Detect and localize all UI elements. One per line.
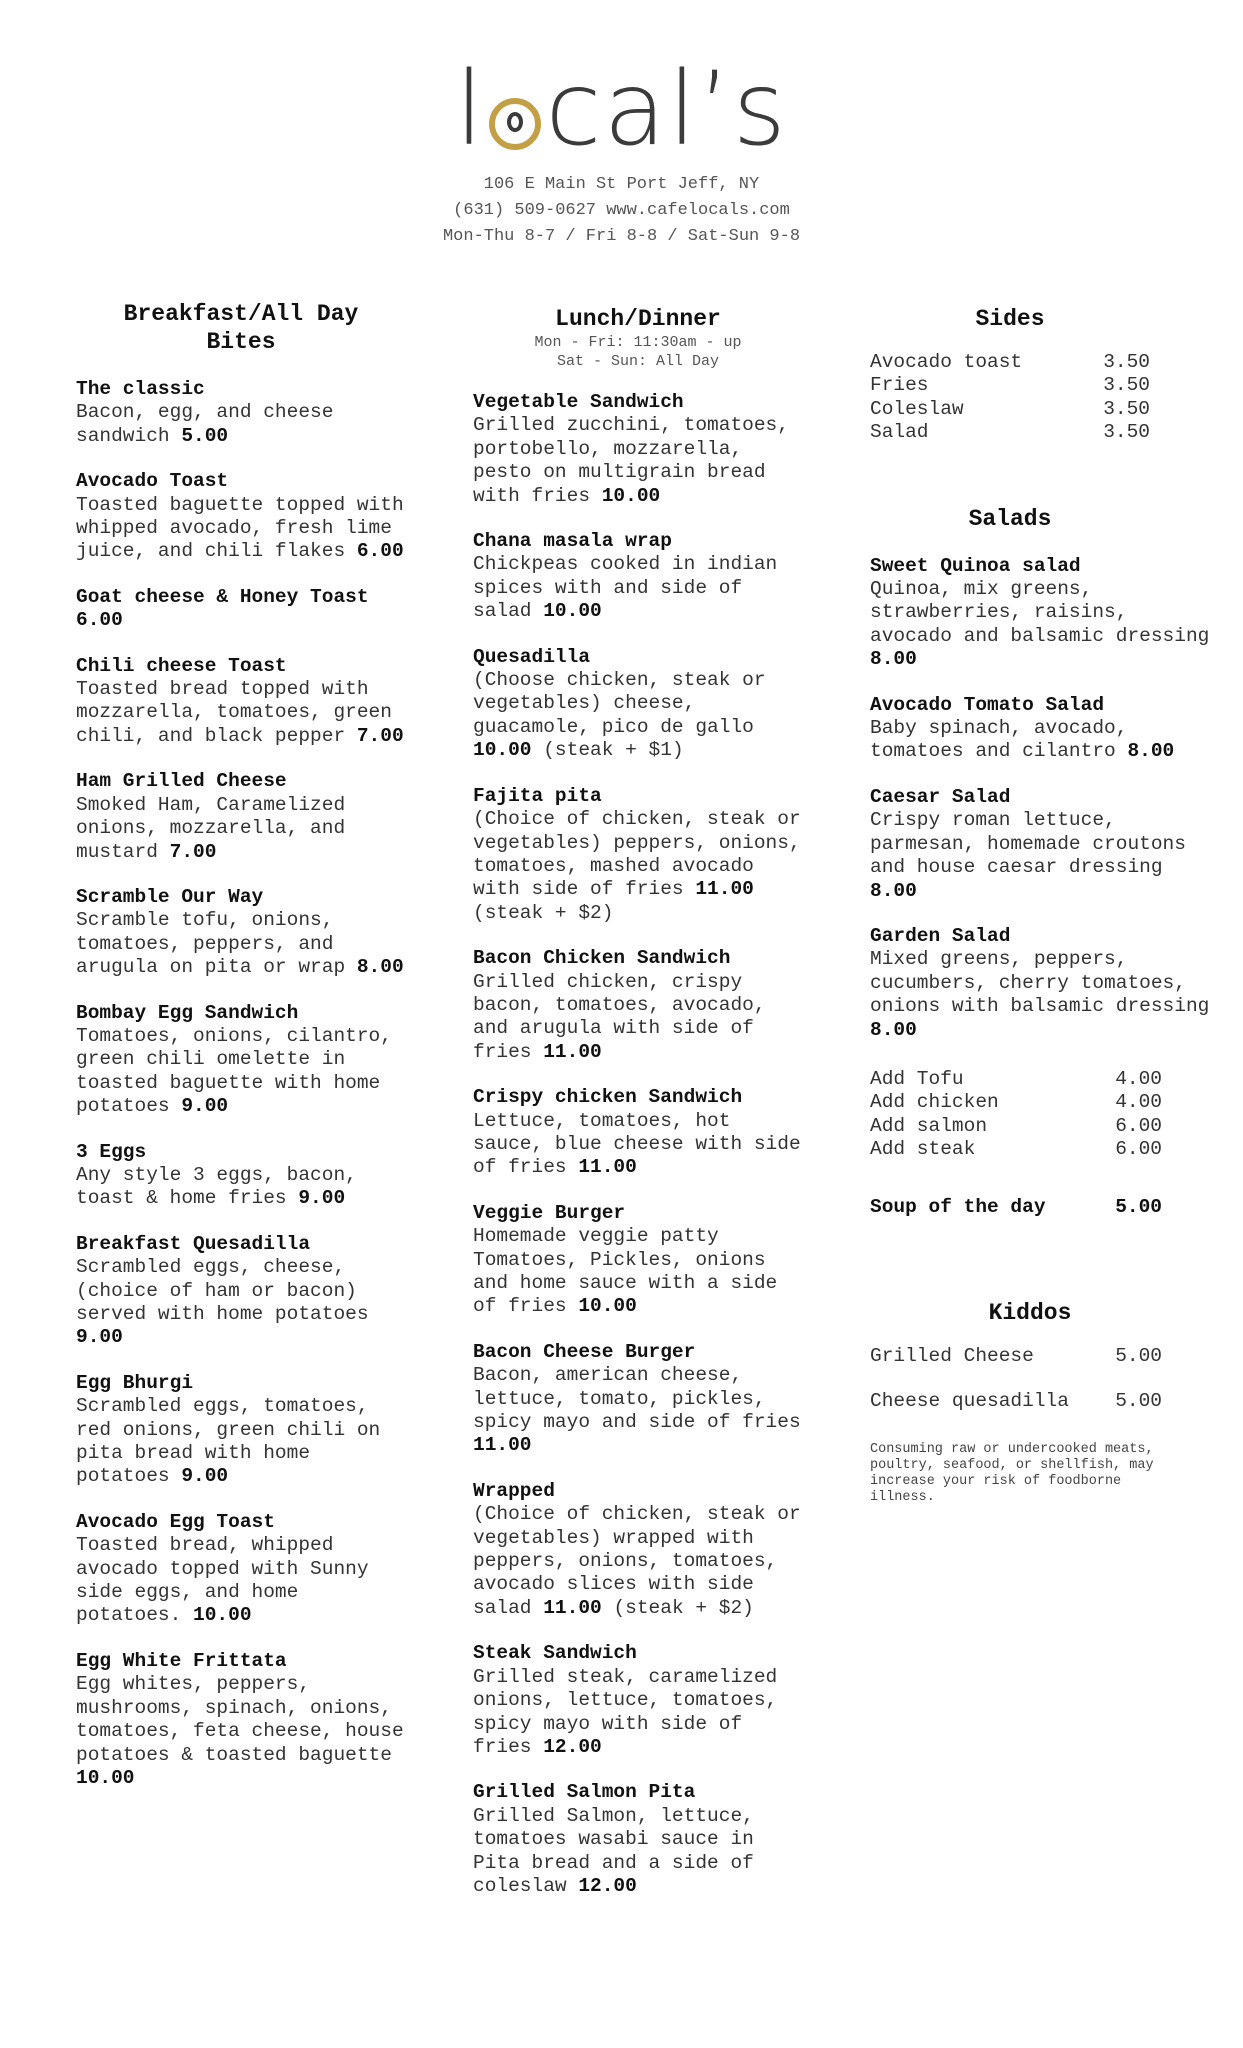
menu-item: [870, 555, 1210, 672]
item-price: 3.50: [1103, 421, 1150, 444]
item-name: Goat cheese & Honey Toast: [76, 585, 369, 608]
side-row: [870, 421, 1150, 444]
item-name: Avocado Tomato Salad: [870, 693, 1105, 716]
item-price: 8.00: [870, 648, 917, 671]
item-price: 5.00: [181, 424, 229, 447]
menu-item: [473, 391, 803, 508]
menu-item: [76, 378, 406, 448]
item-name: The classic: [76, 378, 205, 400]
item-name: Bombay Egg Sandwich: [76, 1001, 299, 1024]
menu-item: [870, 925, 1210, 1042]
item-price: 9.00: [76, 1326, 123, 1349]
kiddos-list: [870, 1345, 1162, 1414]
item-name: Coleslaw: [870, 397, 964, 420]
salads-section: [870, 505, 1210, 1219]
logo: [0, 50, 1243, 170]
item-name: Caesar Salad: [870, 785, 1011, 808]
item-price: 11.00: [543, 1040, 602, 1063]
item-price: 11.00: [473, 1434, 532, 1457]
item-name: Steak Sandwich: [473, 1642, 637, 1665]
item-name: Quesadilla: [473, 645, 591, 668]
item-name: Grilled Cheese: [870, 1344, 1034, 1367]
item-price: 3.50: [1103, 374, 1150, 397]
section-hours-weekend: Sat - Sun: All Day: [556, 353, 720, 370]
menu-item: [473, 1086, 803, 1180]
item-description: Scramble tofu, onions, tomatoes, peppers, and arugula on pita or wrap: [76, 909, 346, 979]
item-price: 4.00: [1115, 1091, 1162, 1114]
item-extra-charge: (steak + $2): [473, 901, 614, 924]
item-description: (Choose chicken, steak or vegetables) cheese, guacamole, pico de gallo: [473, 669, 766, 738]
contact: (631) 509-0627 www.cafelocals.com: [453, 201, 790, 220]
item-description: Toasted bread topped with mozzarella, tomatoes, green chili, and black pepper: [76, 678, 392, 747]
menu-item: [76, 770, 406, 864]
menu-item: [473, 947, 803, 1064]
logo-text-end: cal’s: [545, 50, 788, 169]
kiddo-row: [870, 1390, 1162, 1413]
item-description: Lettuce, tomatoes, hot sauce, blue cheese with side of fries: [473, 1109, 801, 1179]
item-price: 10.00: [193, 1604, 252, 1627]
item-description: Egg whites, peppers, mushrooms, spinach, onions, tomatoes, feta cheese, house potatoes & toasted baguette: [76, 1673, 404, 1766]
item-description: Homemade veggie patty Tomatoes, Pickles, onions and home sauce with a side of fries: [473, 1225, 778, 1318]
right-column: [870, 305, 1210, 1506]
item-price: 5.00: [1115, 1344, 1162, 1367]
menu-item: [76, 1650, 406, 1790]
item-extra-charge: (steak + $1): [543, 739, 684, 762]
item-description: Toasted bread, whipped avocado topped with Sunny side eggs, and home potatoes.: [76, 1534, 369, 1627]
item-name: Scramble Our Way: [76, 885, 264, 908]
item-price: 9.00: [181, 1465, 229, 1488]
menu-item: [76, 470, 406, 564]
item-description: (Choice of chicken, steak or vegetables) wrapped with peppers, onions, tomatoes, avocado slices with side salad: [473, 1503, 801, 1619]
item-price: 8.00: [870, 879, 917, 902]
item-name: Veggie Burger: [473, 1201, 626, 1224]
item-description: Mixed greens, peppers, cucumbers, cherry tomatoes, onions with balsamic dressing: [870, 948, 1210, 1018]
item-name: Crispy chicken Sandwich: [473, 1086, 743, 1109]
item-price: 4.00: [1115, 1067, 1162, 1090]
item-price: 10.00: [543, 600, 602, 623]
item-price: 9.00: [181, 1095, 229, 1118]
section-hours-weekday: Mon - Fri: 11:30am - up: [534, 334, 742, 351]
item-price: 3.50: [1103, 397, 1150, 420]
menu-item: [473, 1341, 803, 1458]
item-name: Bacon Cheese Burger: [473, 1340, 696, 1363]
item-name: Add salmon: [870, 1114, 988, 1137]
item-description: Smoked Ham, Caramelized onions, mozzarella, and mustard: [76, 793, 346, 863]
address: 106 E Main St Port Jeff, NY: [483, 175, 760, 194]
item-description: Tomatoes, onions, cilantro, green chili omelette in toasted baguette with home potatoes: [76, 1024, 392, 1118]
item-name: Grilled Salmon Pita: [473, 1781, 696, 1804]
item-price: 7.00: [356, 724, 404, 747]
section-title: Lunch/Dinner: [555, 306, 721, 332]
item-price: 6.00: [76, 609, 123, 632]
menu-item: [76, 886, 406, 980]
item-name: Garden Salad: [870, 924, 1011, 947]
item-description: Crispy roman lettuce, parmesan, homemade croutons and house caesar dressing: [870, 809, 1186, 879]
item-price: 6.00: [1115, 1114, 1162, 1137]
salad-items: [870, 555, 1210, 1042]
item-price: 11.00: [695, 878, 754, 901]
sides-section: [870, 305, 1150, 445]
item-price: 3.50: [1103, 351, 1150, 373]
item-name: Salad: [870, 421, 929, 444]
item-description: Toasted baguette topped with whipped avocado, fresh lime juice, and chili flakes: [76, 493, 404, 563]
menu-item: [870, 694, 1210, 764]
lunch-items: [473, 391, 803, 1898]
item-name: Breakfast Quesadilla: [76, 1232, 311, 1255]
item-name: Cheese quesadilla: [870, 1390, 1069, 1413]
menu-item: [76, 655, 406, 749]
menu-item: [76, 1002, 406, 1119]
menu-item: [473, 1202, 803, 1319]
item-price: 9.00: [298, 1187, 346, 1210]
item-name: Fajita pita: [473, 784, 602, 807]
menu-item: [473, 530, 803, 624]
item-name: Wrapped: [473, 1479, 555, 1502]
item-name: Add chicken: [870, 1091, 999, 1114]
item-price: 12.00: [543, 1735, 602, 1758]
soup-name: Soup of the day: [870, 1195, 1046, 1218]
item-name: Avocado toast: [870, 351, 1023, 373]
item-name: Egg White Frittata: [76, 1649, 287, 1672]
lunch-section: [473, 305, 803, 1898]
addon-list: [870, 1068, 1162, 1162]
item-price: 6.00: [1115, 1138, 1162, 1161]
item-name: Add Tofu: [870, 1067, 964, 1090]
item-price: 11.00: [543, 1596, 602, 1619]
hours: Mon-Thu 8-7 / Fri 8-8 / Sat-Sun 9-8: [442, 227, 801, 246]
section-title: Kiddos: [988, 1299, 1072, 1326]
item-description: Chickpeas cooked in indian spices with and side of salad: [473, 553, 778, 623]
item-name: 3 Eggs: [76, 1140, 147, 1163]
menu-item: [473, 1642, 803, 1759]
item-price: 6.00: [356, 540, 404, 563]
food-safety-note: Consuming raw or undercooked meats, poultry, seafood, or shellfish, may increase your risk of foodborne illness.: [870, 1441, 1154, 1505]
item-price: 5.00: [1115, 1390, 1162, 1413]
item-description: Grilled steak, caramelized onions, lettuce, tomatoes, spicy mayo with side of fries: [473, 1665, 778, 1758]
side-row: [870, 398, 1150, 421]
kiddo-row: [870, 1345, 1162, 1368]
item-description: (Choice of chicken, steak or vegetables) peppers, onions, tomatoes, mashed avocado with side of fries: [473, 808, 801, 901]
item-price: 8.00: [1127, 740, 1175, 763]
side-row: [870, 374, 1150, 397]
item-price: 8.00: [356, 956, 404, 979]
menu-item: [76, 586, 406, 633]
item-description: Scrambled eggs, tomatoes, red onions, green chili on pita bread with home potatoes: [76, 1395, 381, 1488]
item-description: Grilled chicken, crispy bacon, tomatoes, avocado, and arugula with side of fries: [473, 970, 766, 1063]
soup-price: 5.00: [1115, 1195, 1162, 1218]
item-name: Vegetable Sandwich: [473, 391, 684, 413]
item-price: 10.00: [76, 1766, 135, 1789]
addon-row: [870, 1068, 1162, 1091]
item-price: 10.00: [473, 739, 532, 762]
sides-list: [870, 351, 1150, 445]
menu-item: [473, 1781, 803, 1898]
item-description: Baby spinach, avocado, tomatoes and cilantro: [870, 717, 1128, 763]
section-title: Breakfast/All Day Bites: [123, 301, 359, 355]
item-price: 12.00: [578, 1874, 637, 1897]
item-name: Bacon Chicken Sandwich: [473, 947, 731, 970]
item-name: Egg Bhurgi: [76, 1371, 194, 1394]
item-name: Avocado Toast: [76, 470, 229, 493]
item-price: 10.00: [601, 484, 661, 507]
item-name: Ham Grilled Cheese: [76, 770, 287, 793]
item-description: Quinoa, mix greens, strawberries, raisins, avocado and balsamic dressing: [870, 578, 1210, 647]
location-pin-icon: [489, 98, 541, 150]
breakfast-items: [76, 378, 406, 1790]
logo-text-start: l: [455, 50, 486, 169]
kiddos-section: [870, 1299, 1162, 1506]
menu-item: [473, 646, 803, 763]
addon-row: [870, 1115, 1162, 1138]
item-price: 10.00: [578, 1295, 637, 1318]
item-description: Scrambled eggs, cheese, (choice of ham or bacon) served with home potatoes: [76, 1256, 369, 1325]
item-extra-charge: (steak + $2): [613, 1596, 754, 1619]
item-description: Bacon, american cheese, lettuce, tomato, pickles, spicy mayo and side of fries: [473, 1364, 801, 1434]
menu-item: [76, 1141, 406, 1211]
item-price: 11.00: [578, 1156, 637, 1179]
item-name: Sweet Quinoa salad: [870, 554, 1081, 577]
section-title: Salads: [968, 505, 1052, 532]
item-name: Chili cheese Toast: [76, 654, 287, 677]
item-name: Fries: [870, 374, 929, 397]
item-description: Grilled Salmon, lettuce, tomatoes wasabi sauce in Pita bread and a side of coleslaw: [473, 1804, 754, 1897]
menu-item: [76, 1511, 406, 1628]
item-description: Any style 3 eggs, bacon, toast & home fries: [76, 1163, 357, 1210]
addon-row: [870, 1091, 1162, 1114]
addon-row: [870, 1138, 1162, 1161]
breakfast-section: [76, 300, 406, 1790]
item-price: 7.00: [169, 840, 217, 863]
item-name: Chana masala wrap: [473, 530, 672, 553]
menu-item: [76, 1233, 406, 1350]
menu-item: [473, 1480, 803, 1620]
item-description: Grilled zucchini, tomatoes, portobello, mozzarella, pesto on multigrain bread with fries: [473, 414, 789, 507]
item-name: Add steak: [870, 1138, 976, 1161]
item-description: Bacon, egg, and cheese sandwich: [76, 401, 334, 447]
menu-item: [76, 1372, 406, 1489]
menu-header: [0, 50, 1243, 248]
menu-item: [870, 786, 1210, 903]
item-name: Avocado Egg Toast: [76, 1510, 275, 1533]
soup-row: [870, 1196, 1162, 1219]
item-price: 8.00: [870, 1018, 917, 1041]
menu-item: [473, 785, 803, 925]
section-title: Sides: [975, 306, 1045, 332]
side-row: [870, 351, 1150, 374]
